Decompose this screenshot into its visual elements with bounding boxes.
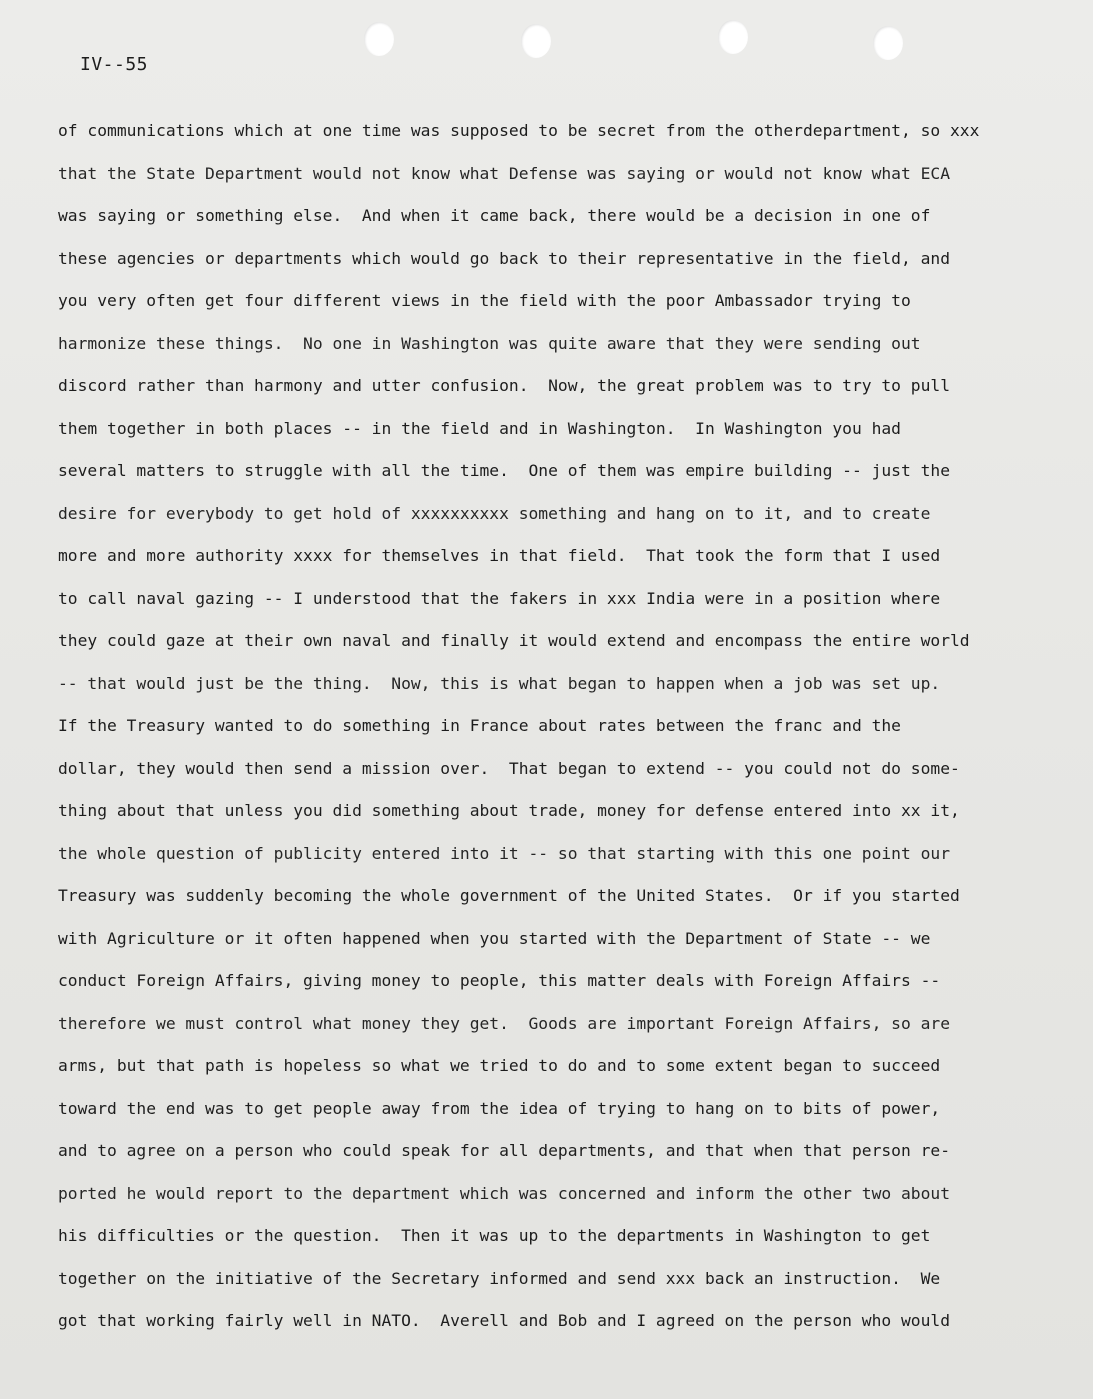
text-line: together on the initiative of the Secretary informed and send xxx back an instruction. We xyxy=(58,1268,941,1288)
text-line: toward the end was to get people away from the idea of trying to hang on to bits of power, xyxy=(58,1098,941,1118)
text-line: with Agriculture or it often happened when you started with the Department of State -- we xyxy=(58,928,931,948)
text-line: was saying or something else. And when it came back, there would be a decision in one of xyxy=(58,206,931,225)
text-line: they could gaze at their own naval and finally it would extend and encompass the entire world xyxy=(58,631,970,650)
text-line: and to agree on a person who could speak for all departments, and that when that person re- xyxy=(58,1141,950,1160)
punch-hole xyxy=(364,22,394,56)
text-line: discord rather than harmony and utter confusion. Now, the great problem was to try to pull xyxy=(58,376,950,395)
text-line: therefore we must control what money they get. Goods are important Foreign Affairs, so are xyxy=(58,1013,950,1033)
text-line: got that working fairly well in NATO. Averell and Bob and I agreed on the person who would xyxy=(58,1311,950,1330)
typed-body-text xyxy=(58,110,1058,1343)
text-line: to call naval gazing -- I understood that the fakers in xxx India were in a position where xyxy=(58,588,941,608)
text-line: If the Treasury wanted to do something in France about rates between the franc and the xyxy=(58,716,901,735)
punch-hole xyxy=(718,20,748,54)
text-line: thing about that unless you did something about trade, money for defense entered into xx it, xyxy=(58,801,960,820)
text-line: them together in both places -- in the field and in Washington. In Washington you had xyxy=(58,418,901,438)
text-line: more and more authority xxxx for themselves in that field. That took the form that I used xyxy=(58,546,941,565)
text-line: that the State Department would not know what Defense was saying or would not know what ECA xyxy=(58,163,950,183)
page-number: IV--55 xyxy=(80,54,149,75)
text-line: of communications which at one time was supposed to be secret from the otherdepartment, so xxx xyxy=(58,121,980,140)
text-line: -- that would just be the thing. Now, this is what began to happen when a job was set up. xyxy=(58,673,941,693)
text-line: the whole question of publicity entered into it -- so that starting with this one point our xyxy=(58,843,950,863)
text-line: arms, but that path is hopeless so what we tried to do and to some extent began to succeed xyxy=(58,1056,941,1075)
text-line: harmonize these things. No one in Washington was quite aware that they were sending out xyxy=(58,333,921,353)
text-line: several matters to struggle with all the time. One of them was empire building -- just the xyxy=(58,461,950,480)
punch-hole xyxy=(873,26,903,60)
punch-hole xyxy=(521,24,551,58)
text-line: his difficulties or the question. Then it was up to the departments in Washington to get xyxy=(58,1226,931,1245)
text-line: these agencies or departments which would go back to their representative in the field, and xyxy=(58,248,950,268)
text-line: ported he would report to the department which was concerned and inform the other two about xyxy=(58,1183,950,1203)
text-line: dollar, they would then send a mission over. That began to extend -- you could not do some- xyxy=(58,758,960,778)
text-line: Treasury was suddenly becoming the whole government of the United States. Or if you started xyxy=(58,886,960,905)
text-line: desire for everybody to get hold of xxxxxxxxxx something and hang on to it, and to create xyxy=(58,503,931,523)
text-line: you very often get four different views in the field with the poor Ambassador trying to xyxy=(58,291,911,310)
text-line: conduct Foreign Affairs, giving money to people, this matter deals with Foreign Affairs -- xyxy=(58,971,941,990)
